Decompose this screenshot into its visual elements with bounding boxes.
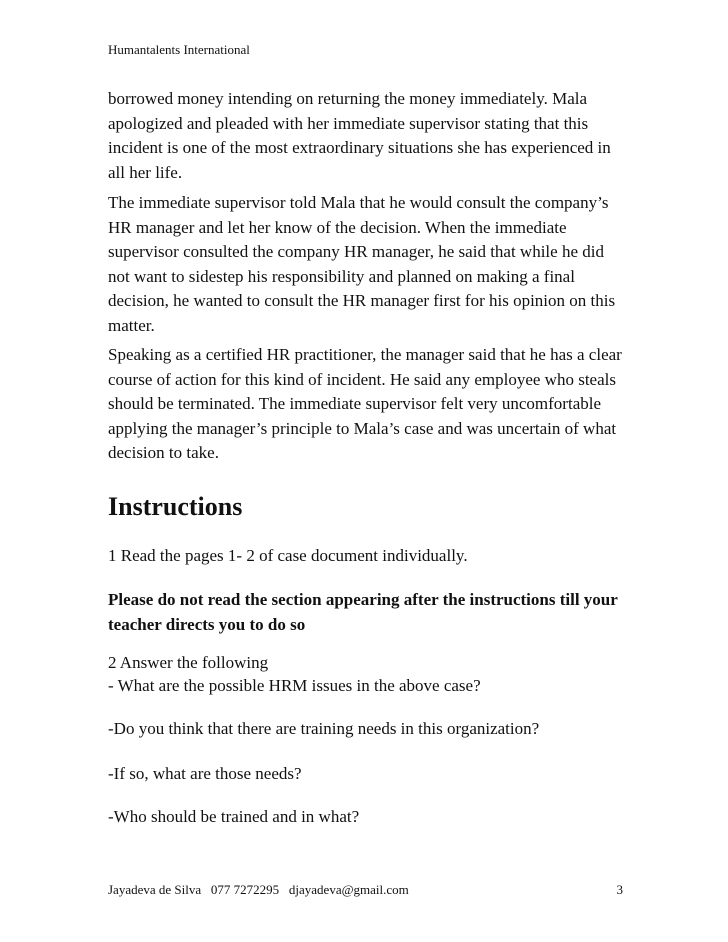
footer-email: djayadeva@gmail.com bbox=[288, 882, 409, 897]
question-item: -Do you think that there are training needs in this organization? bbox=[108, 719, 540, 738]
page-header: Humantalents International bbox=[108, 42, 250, 57]
instruction-warning: Please do not read the section appearing after the instructions till your teacher directs you to do so bbox=[108, 590, 618, 634]
paragraph-2: The immediate supervisor told Mala that he would consult the company’s HR manager and let her know of the decision. When the immediate supervisor consulted the company HR manager, he said that while he did not want to sidestep his responsibility and planned on making a final decision, he wanted to consult the HR manager first for his opinion on this matter. bbox=[108, 193, 616, 335]
instruction-step-1: 1 Read the pages 1- 2 of case document individually. bbox=[108, 546, 468, 565]
page-footer bbox=[108, 882, 623, 898]
question-item: -If so, what are those needs? bbox=[108, 764, 302, 783]
paragraph-3: Speaking as a certified HR practitioner, the manager said that he has a clear course of action for this kind of incident. He said any employee who steals should be terminated. The immediate supervisor felt very uncomfortable applying the manager’s principle to Mala’s case and was uncertain of what decision to take. bbox=[108, 345, 622, 462]
footer-contact bbox=[108, 882, 409, 898]
paragraph-1: borrowed money intending on returning the money immediately. Mala apologized and pleaded with her immediate supervisor stating that this incident is one of the most extraordinary situations she has experienced in all her life. bbox=[108, 89, 611, 182]
footer-phone: 077 7272295 bbox=[210, 882, 280, 897]
instructions-heading: Instructions bbox=[108, 492, 243, 521]
question-item: - What are the possible HRM issues in the above case? bbox=[108, 676, 481, 695]
question-item: -Who should be trained and in what? bbox=[108, 807, 360, 826]
instruction-step-2: 2 Answer the following bbox=[108, 653, 269, 672]
page-number: 3 bbox=[616, 882, 623, 897]
footer-author: Jayadeva de Silva bbox=[108, 882, 202, 897]
